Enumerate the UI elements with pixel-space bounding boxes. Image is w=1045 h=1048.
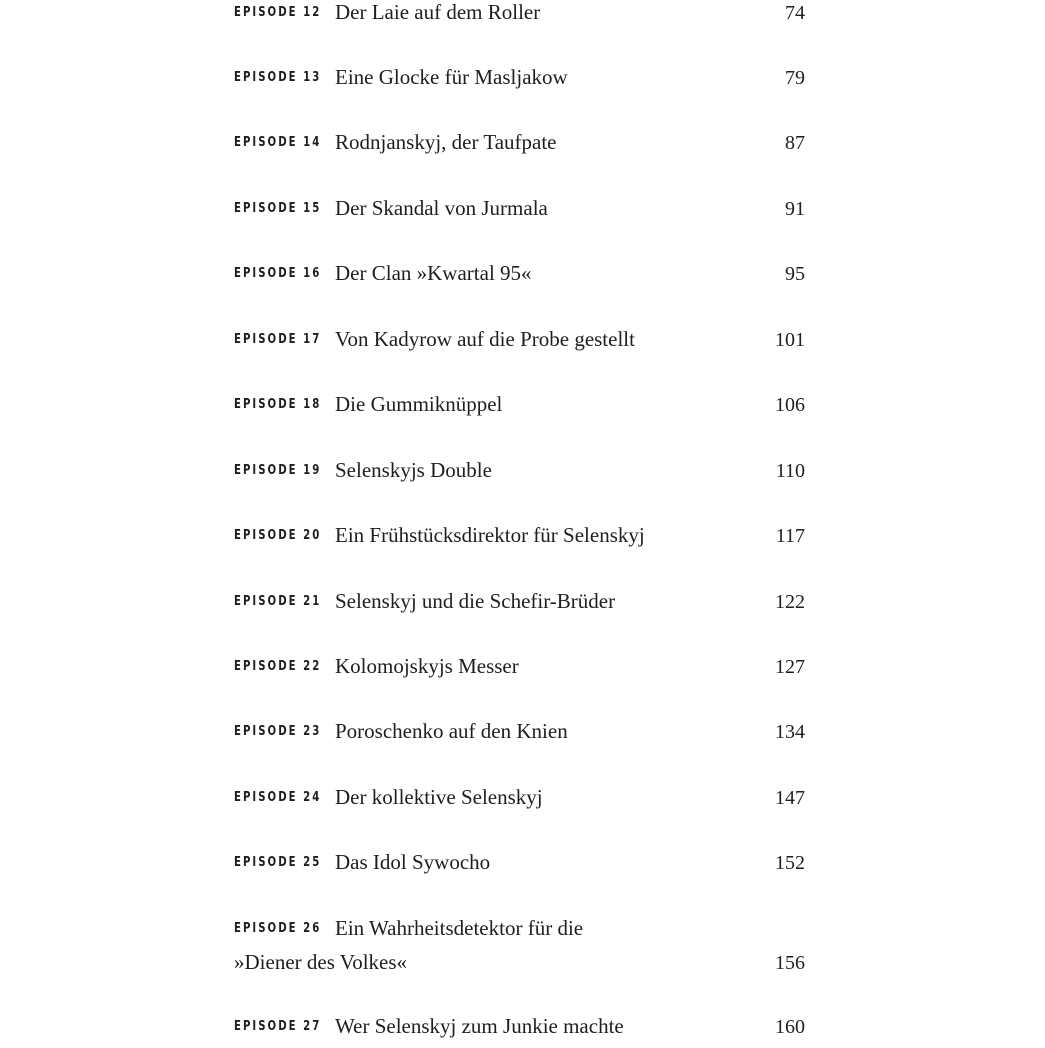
- episode-label: EPISODE 27: [234, 1019, 322, 1034]
- episode-title: Der Clan »Kwartal 95«: [335, 261, 532, 285]
- page-number: 127: [775, 656, 805, 678]
- episode-label: EPISODE 22: [234, 659, 322, 674]
- episode-title: Der kollektive Selenskyj: [335, 785, 543, 809]
- episode-title: Der Skandal von Jurmala: [335, 196, 548, 220]
- episode-title: Kolomojskyjs Messer: [335, 654, 519, 678]
- toc-entry: [234, 589, 805, 623]
- episode-title: Von Kadyrow auf die Probe gestellt: [335, 327, 635, 351]
- episode-title: Wer Selenskyj zum Junkie machte: [335, 1014, 624, 1038]
- toc-entry: [234, 1014, 805, 1048]
- episode-title: Rodnjanskyj, der Taufpate: [335, 130, 557, 154]
- page-number: 91: [785, 198, 805, 220]
- page-number: 74: [785, 2, 805, 24]
- episode-label: EPISODE 19: [234, 463, 322, 478]
- episode-label: EPISODE 17: [234, 332, 322, 347]
- page-number: 95: [785, 263, 805, 285]
- episode-label: EPISODE 12: [234, 5, 322, 20]
- toc-entry: [234, 654, 805, 688]
- page-number: 152: [775, 852, 805, 874]
- episode-label: EPISODE 18: [234, 397, 322, 412]
- episode-label: EPISODE 15: [234, 201, 322, 216]
- page-number: 101: [775, 329, 805, 351]
- toc-entry: [234, 458, 805, 492]
- episode-title: Selenskyjs Double: [335, 458, 492, 482]
- episode-label: EPISODE 23: [234, 724, 322, 739]
- episode-title: Der Laie auf dem Roller: [335, 0, 541, 24]
- page-number: 87: [785, 132, 805, 154]
- page-number: 122: [775, 591, 805, 613]
- toc-entry: [234, 392, 805, 426]
- toc-entry: [234, 65, 805, 99]
- page-number: 117: [775, 525, 805, 547]
- episode-label: EPISODE 24: [234, 790, 322, 805]
- episode-title: Ein Frühstücksdirektor für Selenskyj: [335, 523, 645, 547]
- episode-label: EPISODE 21: [234, 594, 322, 609]
- toc-entry: [234, 916, 805, 984]
- episode-label: EPISODE 16: [234, 266, 322, 281]
- episode-title-continuation: »Diener des Volkes«: [234, 950, 408, 974]
- toc-entry: [234, 261, 805, 295]
- episode-label: EPISODE 20: [234, 528, 322, 543]
- page-number: 156: [775, 952, 805, 974]
- toc-entry: [234, 130, 805, 164]
- toc-entry: [234, 196, 805, 230]
- episode-title: Ein Wahrheitsdetektor für die: [335, 916, 584, 940]
- episode-label: EPISODE 26: [234, 921, 322, 936]
- page-number: 160: [775, 1016, 805, 1038]
- episode-title: Selenskyj und die Schefir-Brüder: [335, 589, 616, 613]
- episode-title: Das Idol Sywocho: [335, 850, 491, 874]
- toc-entry: [234, 785, 805, 819]
- toc-entry: [234, 850, 805, 884]
- episode-title: Eine Glocke für Masljakow: [335, 65, 568, 89]
- toc-entry: [234, 719, 805, 753]
- episode-title: Die Gummiknüppel: [335, 392, 503, 416]
- page-number: 79: [785, 67, 805, 89]
- toc-entry: [234, 523, 805, 557]
- page-number: 147: [775, 787, 805, 809]
- episode-title: Poroschenko auf den Knien: [335, 719, 568, 743]
- page-number: 134: [775, 721, 805, 743]
- episode-label: EPISODE 13: [234, 70, 322, 85]
- toc-entry: [234, 0, 805, 34]
- toc-entry: [234, 327, 805, 361]
- page-number: 106: [775, 394, 805, 416]
- episode-label: EPISODE 25: [234, 855, 322, 870]
- page-number: 110: [775, 460, 805, 482]
- episode-label: EPISODE 14: [234, 135, 322, 150]
